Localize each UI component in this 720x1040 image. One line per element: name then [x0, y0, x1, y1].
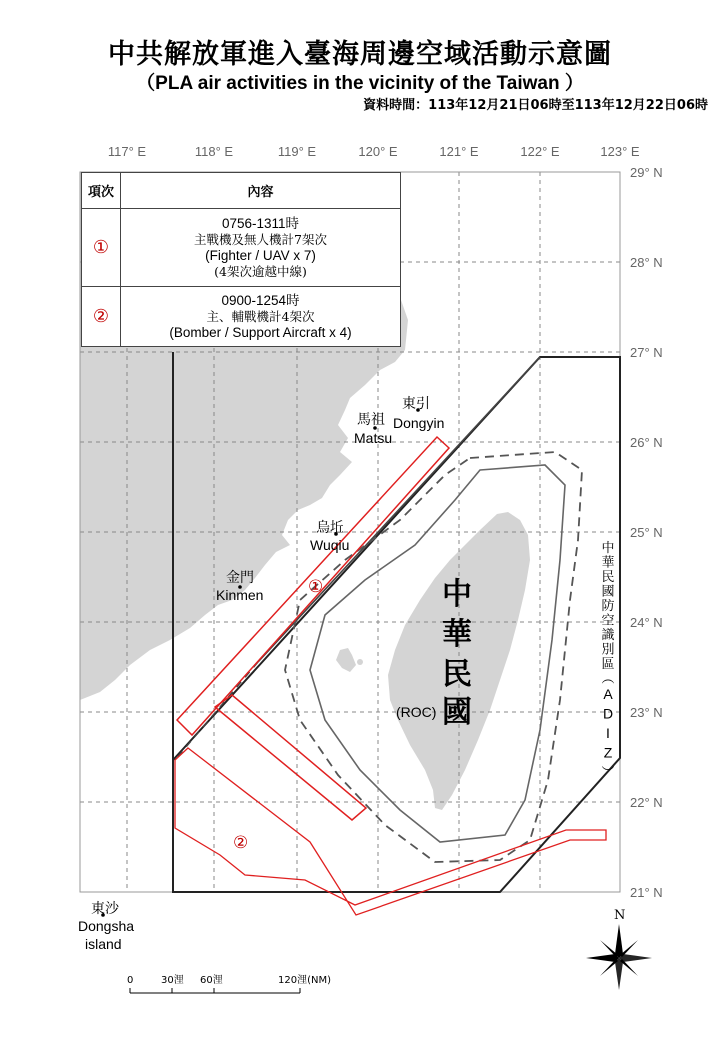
scale-label-0: 0: [127, 975, 134, 986]
wuqiu-label-zh: 烏坵: [316, 520, 344, 536]
adiz-letter: Z: [603, 744, 613, 761]
legend-row-1-no: ①: [82, 209, 121, 287]
adiz-vertical-label: [601, 540, 614, 781]
dongyin-label-en: Dongyin: [393, 415, 445, 431]
kinmen-label-en: Kinmen: [216, 587, 264, 603]
longitude-label: 123° E: [600, 144, 640, 159]
latitude-label: 25° N: [630, 525, 663, 540]
route-2-marker: ②: [233, 833, 249, 853]
penghu-islands: [336, 648, 356, 672]
legend-row-1-en: (Fighter / UAV x 7): [205, 247, 316, 263]
map-subtitle: （PLA air activities in the vicinity of the Taiwan ）: [136, 73, 584, 94]
longitude-label: 117° E: [107, 144, 147, 159]
adiz-char: 華: [601, 555, 615, 571]
latitude-label: 28° N: [630, 255, 663, 270]
legend-row-1-content: [121, 209, 401, 287]
adiz-char: 空: [601, 613, 615, 629]
latitude-label: 22° N: [630, 795, 663, 810]
legend-header-content: 內容: [121, 173, 401, 209]
longitude-label: 122° E: [520, 144, 560, 159]
scale-label-60: 60浬: [200, 975, 223, 986]
legend-table: [81, 172, 401, 347]
dongsha-label-en-2: island: [85, 936, 122, 952]
scale-bar: [127, 974, 331, 993]
roc-char-3: 民: [442, 657, 472, 692]
adiz-char: 識: [601, 628, 615, 643]
matsu-label-en: Matsu: [354, 430, 393, 446]
adiz-char: 別: [601, 642, 615, 658]
latitude-label: 26° N: [630, 435, 663, 450]
scale-label-30: 30浬: [161, 975, 184, 986]
adiz-char: 國: [601, 584, 615, 600]
latitude-label: 29° N: [630, 165, 663, 180]
longitude-labels: [108, 144, 640, 159]
kinmen-label-zh: 金門: [226, 570, 254, 586]
matsu-label-zh: 馬祖: [357, 412, 385, 428]
latitude-label: 24° N: [630, 615, 663, 630]
legend-row-2-en: (Bomber / Support Aircraft x 4): [169, 324, 352, 340]
legend-row-1-note: (4架次逾越中線): [214, 263, 307, 279]
longitude-label: 118° E: [194, 144, 234, 159]
legend-row-2-content: [121, 287, 401, 347]
map-title: 中共解放軍進入臺海周邊空域活動示意圖: [108, 39, 612, 70]
flight-route-1b: [215, 695, 366, 820]
legend-row-1-zh: 主戰機及無人機計7架次: [194, 231, 327, 247]
longitude-label: 121° E: [439, 144, 479, 159]
adiz-char: 防: [601, 599, 615, 614]
adiz-letter: I: [606, 725, 610, 741]
flight-route-2: [175, 748, 606, 915]
legend-row-2-no: ②: [82, 287, 121, 347]
latitude-label: 21° N: [630, 885, 663, 900]
legend-row-1: [82, 209, 401, 287]
dongsha-label-en-1: Dongsha: [78, 918, 135, 934]
legend-header-row: [82, 173, 401, 209]
legend-row-1-time: 0756-1311時: [221, 215, 300, 231]
legend-row-2-time: 0900-1254時: [221, 292, 300, 308]
legend-row-2-zh: 主、輔戰機計4架次: [206, 308, 315, 324]
latitude-label: 23° N: [630, 705, 663, 720]
latitude-labels: [630, 165, 663, 900]
dongsha-label-zh: 東沙: [91, 901, 119, 917]
compass-north-label: N: [614, 908, 626, 923]
data-timeline: 資料時間：113年12月21日06時至113年12月22日06時: [363, 98, 708, 113]
adiz-char: 民: [601, 570, 615, 585]
dongyin-label-zh: 東引: [402, 396, 430, 412]
roc-char-1: 中: [442, 577, 472, 612]
legend-header-no: 項次: [82, 173, 121, 209]
roc-char-4: 國: [442, 695, 472, 730]
roc-label-en: (ROC): [396, 704, 437, 720]
route-1-marker: ①: [308, 577, 324, 597]
adiz-letter: D: [602, 705, 614, 722]
longitude-label: 119° E: [277, 144, 317, 159]
adiz-letter: A: [603, 686, 613, 702]
legend-row-2: [82, 287, 401, 347]
latitude-label: 27° N: [630, 345, 663, 360]
wuqiu-label-en: Wuqiu: [310, 537, 350, 553]
adiz-paren-open: ︵: [601, 671, 615, 687]
roc-char-2: 華: [442, 617, 472, 652]
longitude-label: 120° E: [358, 144, 398, 159]
adiz-paren-close: ︶: [601, 766, 615, 781]
adiz-char: 區: [601, 657, 615, 672]
compass-rose: [586, 908, 652, 990]
scale-label-120: 120浬(NM): [278, 975, 331, 986]
adiz-char: 中: [601, 541, 615, 556]
